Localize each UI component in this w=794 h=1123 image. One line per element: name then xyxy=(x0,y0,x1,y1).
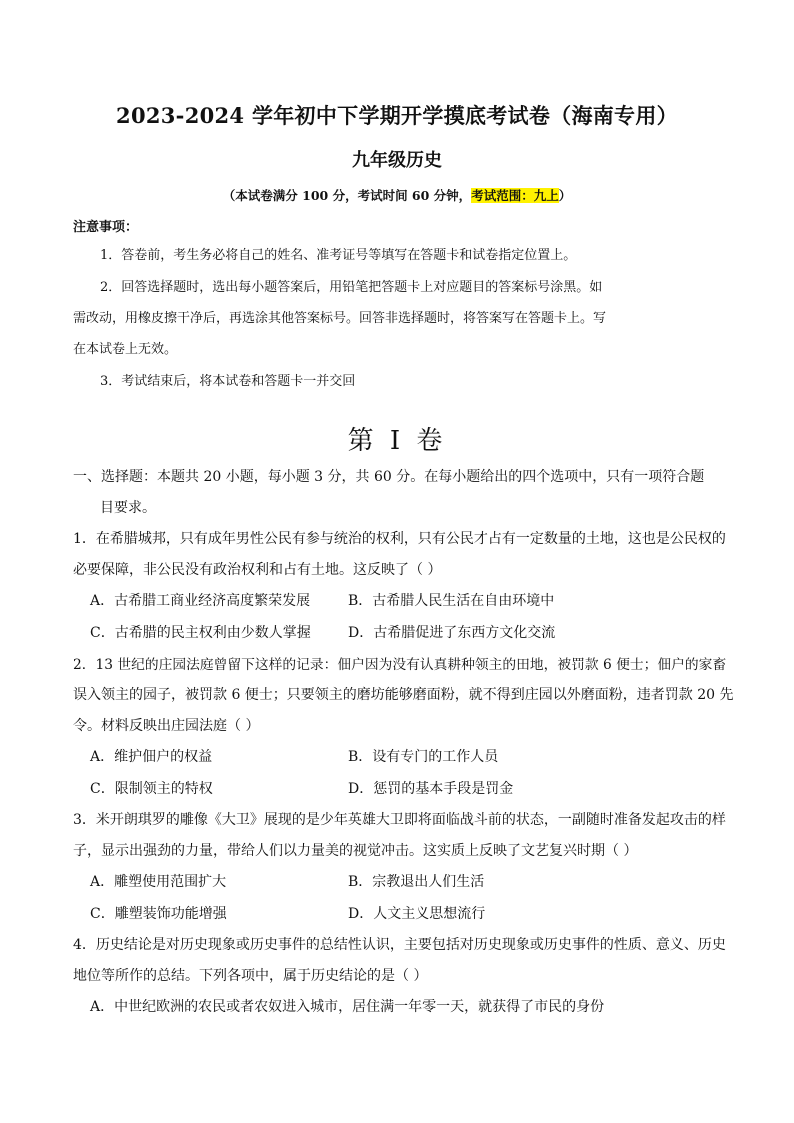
question-3-option-b: B．宗教退出人们生活 xyxy=(348,874,485,890)
question-2-stem-line-3: 令。材料反映出庄园法庭（ ） xyxy=(73,718,260,734)
note-scope-highlight: 考试范围：九上 xyxy=(471,188,559,203)
question-1-option-a: A．古希腊工商业经济高度繁荣发展 xyxy=(90,593,311,609)
instruction-item-2-line-2: 需改动，用橡皮擦干净后，再选涂其他答案标号。回答非选择题时，将答案写在答题卡上。写 xyxy=(73,311,607,326)
question-2-option-c: C．限制领主的特权 xyxy=(90,781,213,797)
question-3-option-c: C．雕塑装饰功能增强 xyxy=(90,906,227,922)
question-1-stem-line-2: 必要保障，非公民没有政治权利和占有土地。这反映了（ ） xyxy=(73,562,442,578)
instruction-item-2-line-1: 2．回答选择题时，选出每小题答案后，用铅笔把答题卡上对应题目的答案标号涂黑。如 xyxy=(100,280,603,295)
instruction-item-3: 3．考试结束后，将本试卷和答题卡一并交回 xyxy=(100,374,356,389)
question-3-option-d: D．人文主义思想流行 xyxy=(348,906,486,922)
note-suffix: ） xyxy=(558,188,572,203)
instructions-heading: 注意事项： xyxy=(73,220,139,235)
question-3-stem-line-1: 3．米开朗琪罗的雕像《大卫》展现的是少年英雄大卫即将面临战斗前的状态，一副随时准备发起攻击的样 xyxy=(73,812,726,828)
question-4-option-a: A．中世纪欧洲的农民或者农奴进入城市，居住满一年零一天，就获得了市民的身份 xyxy=(90,999,605,1015)
question-2-option-b: B．设有专门的工作人员 xyxy=(348,749,499,765)
question-2-option-a: A．维护佃户的权益 xyxy=(90,749,213,765)
exam-note xyxy=(0,186,794,204)
instruction-item-1: 1．答卷前，考生务必将自己的姓名、准考证号等填写在答题卡和试卷指定位置上。 xyxy=(100,248,577,263)
section-intro-line-2: 目要求。 xyxy=(100,500,156,516)
question-3-option-a: A．雕塑使用范围扩大 xyxy=(90,874,227,890)
section-intro-line-1: 一、选择题：本题共 20 小题，每小题 3 分，共 60 分。在每小题给出的四个选项中，只有一项符合题 xyxy=(73,469,705,485)
question-1-option-c: C．古希腊的民主权利由少数人掌握 xyxy=(90,625,311,641)
question-2-stem-line-2: 误入领主的园子，被罚款 6 便士；只要领主的磨坊能够磨面粉，就不得到庄园以外磨面粉，违者罚款 20 先 xyxy=(73,687,734,703)
question-2-option-d: D．惩罚的基本手段是罚金 xyxy=(348,781,514,797)
question-2-stem-line-1: 2．13 世纪的庄园法庭曾留下这样的记录：佃户因为没有认真耕种领主的田地，被罚款 6 便士；佃户的家畜 xyxy=(73,657,727,673)
question-1-stem-line-1: 1．在希腊城邦，只有成年男性公民有参与统治的权利，只有公民才占有一定数量的土地，这也是公民权的 xyxy=(73,531,726,547)
exam-subtitle: 九年级历史 xyxy=(352,150,442,171)
question-4-stem-line-2: 地位等所作的总结。下列各项中，属于历史结论的是（ ） xyxy=(73,968,428,984)
note-prefix: （本试卷满分 100 分，考试时间 60 分钟， xyxy=(222,188,472,203)
question-1-option-b: B．古希腊人民生活在自由环境中 xyxy=(348,593,555,609)
question-1-option-d: D．古希腊促进了东西方文化交流 xyxy=(348,625,556,641)
question-4-stem-line-1: 4．历史结论是对历史现象或历史事件的总结性认识，主要包括对历史现象或历史事件的性质、意义、历史 xyxy=(73,937,726,953)
volume-title: 第 I 卷 xyxy=(347,426,447,456)
question-3-stem-line-2: 子，显示出强劲的力量，带给人们以力量美的视觉冲击。这实质上反映了文艺复兴时期（ ） xyxy=(73,843,638,859)
instruction-item-2-line-3: 在本试卷上无效。 xyxy=(73,342,178,357)
exam-title: 2023-2024 学年初中下学期开学摸底考试卷（海南专用） xyxy=(116,103,678,128)
